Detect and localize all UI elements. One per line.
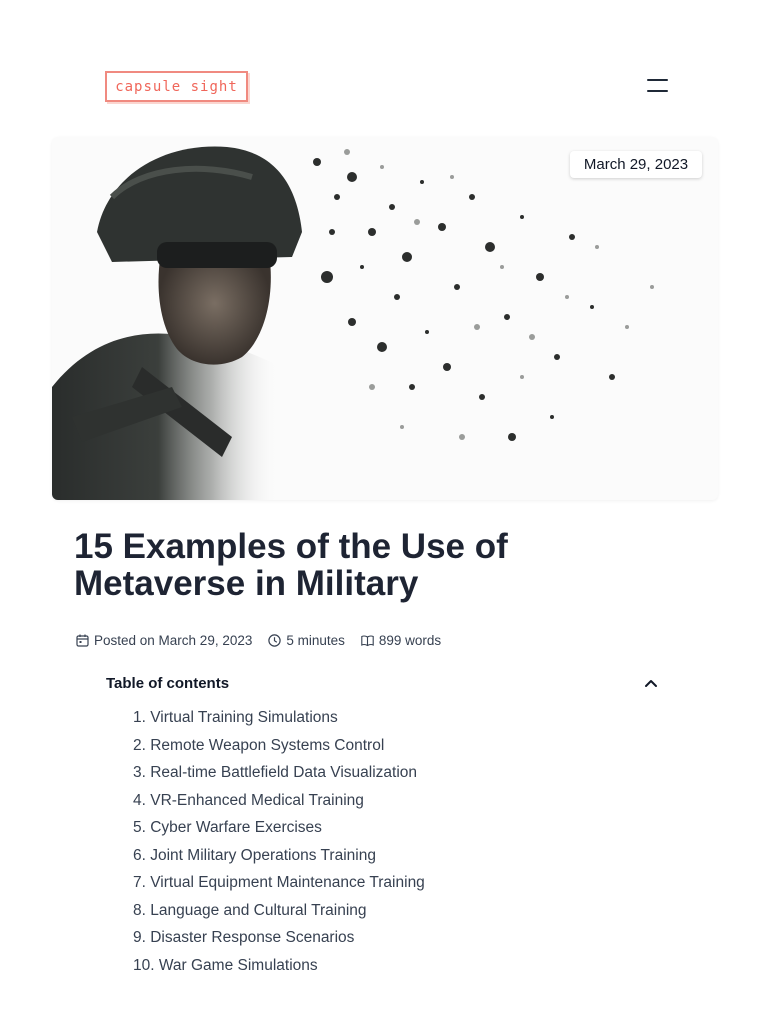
posted-date-text: Posted on March 29, 2023 [94,632,253,648]
toc-link[interactable]: 7. Virtual Equipment Maintenance Training [133,874,425,891]
toc-header[interactable] [106,672,666,696]
reading-time-text: 5 minutes [286,632,345,648]
toc-item [133,927,425,955]
clock-icon [268,634,281,647]
toc-item [133,735,425,763]
toc-item [133,790,425,818]
article-title: 15 Examples of the Use of Metaverse in Military [74,527,508,603]
word-count [361,633,441,648]
date-badge: March 29, 2023 [570,151,702,178]
toc-link[interactable]: 3. Real-time Battlefield Data Visualization [133,764,418,781]
chevron-up-icon[interactable] [642,675,660,693]
toc-link[interactable]: 10. War Game Simulations [133,956,318,974]
toc-list [133,707,425,982]
toc-item [133,762,425,790]
toc-link[interactable]: 2. Remote Weapon Systems Control [133,736,385,754]
book-icon [361,634,374,647]
hamburger-icon[interactable] [643,74,671,98]
site-header [0,0,768,137]
toc-item [133,872,425,900]
toc-item [133,845,425,873]
calendar-icon [76,634,89,647]
reading-time [268,633,345,648]
article-meta [76,630,457,650]
toc-link[interactable]: 5. Cyber Warfare Exercises [133,819,322,836]
toc-item [133,900,425,928]
site-logo[interactable]: capsule sight [105,71,248,102]
toc-item [133,817,425,845]
toc-link[interactable]: 4. VR-Enhanced Medical Training [133,791,364,809]
toc-link[interactable]: 1. Virtual Training Simulations [133,709,338,726]
hero-image [52,137,718,500]
toc-item [133,707,425,735]
toc-link[interactable]: 6. Joint Military Operations Training [133,846,376,864]
word-count-text: 899 words [378,632,442,648]
toc-item [133,955,425,983]
posted-date [76,633,252,648]
toc-title: Table of contents [106,675,230,692]
toc-link[interactable]: 8. Language and Cultural Training [133,901,367,919]
soldier-illustration [52,137,718,500]
toc-link[interactable]: 9. Disaster Response Scenarios [133,929,355,946]
